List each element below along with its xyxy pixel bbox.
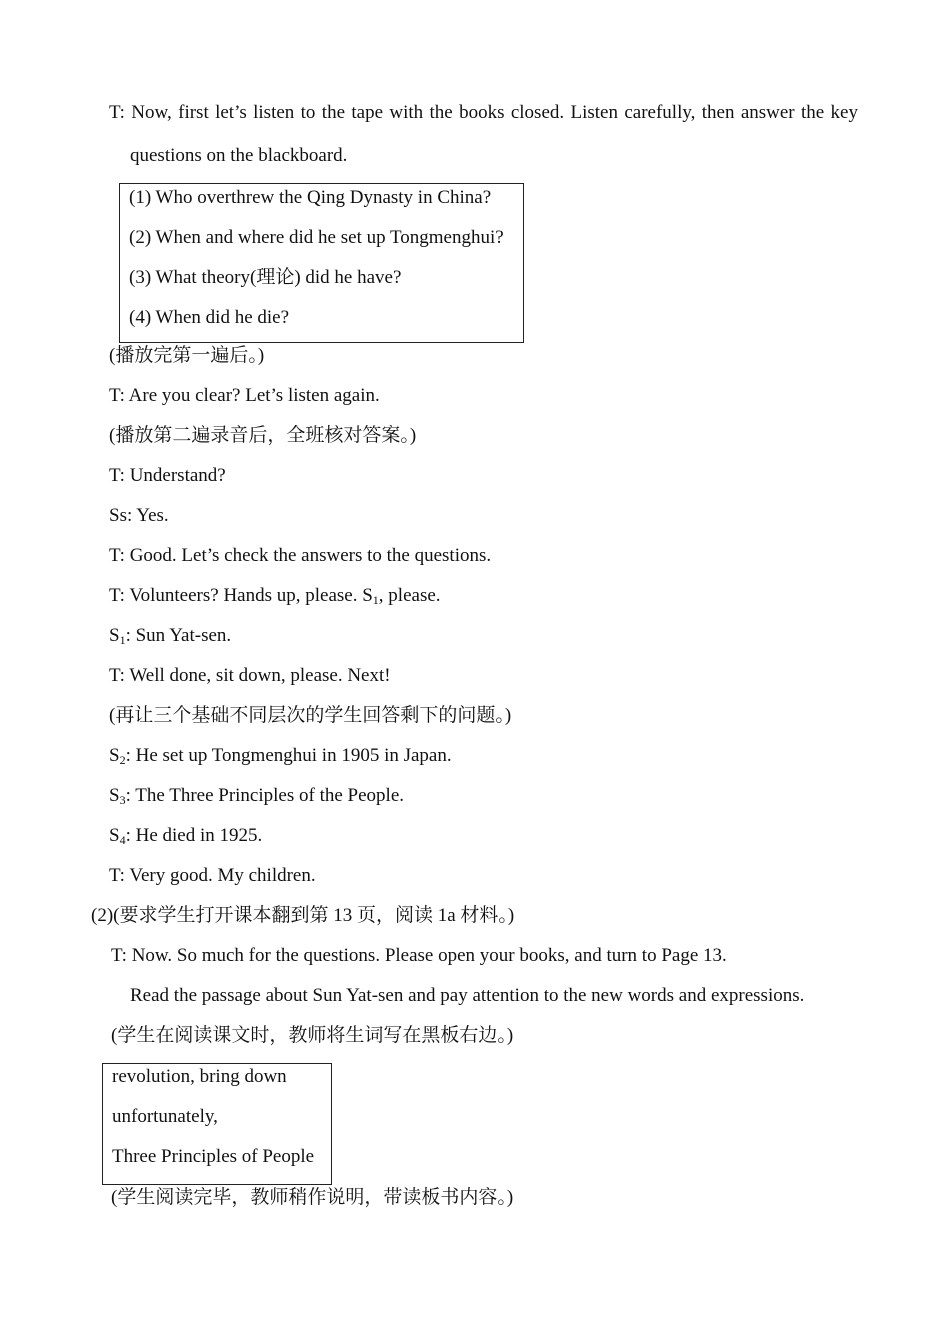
teacher-line-volunteers	[109, 584, 441, 608]
speaker-label: S	[109, 825, 120, 846]
teacher-line-read-passage: Read the passage about Sun Yat-sen and pay attention to the new words and expressions.	[130, 985, 805, 1006]
question-3: (3) What theory(理论) did he have?	[129, 267, 402, 288]
volunteers-text: T: Volunteers? Hands up, please. S	[109, 585, 373, 606]
teacher-line-understand: T: Understand?	[109, 465, 226, 486]
intro-line-2: questions on the blackboard.	[130, 145, 348, 166]
note-after-reading: (学生阅读完毕，教师稍作说明，带读板书内容。)	[111, 1187, 514, 1208]
answer-text: : He died in 1925.	[125, 825, 263, 846]
student-2-line	[109, 744, 452, 768]
teacher-line-well-done: T: Well done, sit down, please. Next!	[109, 665, 391, 686]
note-first-play: (播放完第一遍后。)	[109, 345, 265, 366]
vocab-word-3: Three Principles of People	[112, 1146, 315, 1167]
question-4: (4) When did he die?	[129, 307, 290, 328]
note-second-play: (播放第二遍录音后，全班核对答案。)	[109, 425, 417, 446]
student-4-line	[109, 824, 262, 848]
speaker-label: S	[109, 745, 120, 766]
subscript: 2	[119, 753, 126, 767]
teacher-line-check: T: Good. Let’s check the answers to the questions.	[109, 545, 492, 566]
question-2: (2) When and where did he set up Tongmenghui?	[129, 227, 504, 248]
answer-text: : He set up Tongmenghui in 1905 in Japan.	[125, 745, 452, 766]
students-line-yes: Ss: Yes.	[109, 505, 169, 526]
intro-line-1: T: Now, first let’s listen to the tape with the books closed. Listen carefully, then answer the key	[109, 102, 858, 123]
teacher-line-open-books: T: Now. So much for the questions. Please open your books, and turn to Page 13.	[111, 945, 727, 966]
answer-text: : The Three Principles of the People.	[125, 785, 405, 806]
subscript: 4	[119, 833, 126, 847]
subscript: 1	[119, 633, 126, 647]
subscript: 1	[372, 593, 379, 607]
student-1-line	[109, 624, 231, 648]
vocabulary-box	[102, 1063, 332, 1185]
student-3-line	[109, 784, 404, 808]
note-writing-vocab: (学生在阅读课文时，教师将生词写在黑板右边。)	[111, 1025, 514, 1046]
question-1: (1) Who overthrew the Qing Dynasty in China?	[129, 187, 492, 208]
teacher-line-very-good: T: Very good. My children.	[109, 865, 316, 886]
speaker-label: S	[109, 785, 120, 806]
subscript: 3	[119, 793, 126, 807]
teacher-line-clear: T: Are you clear? Let’s listen again.	[109, 385, 380, 406]
vocab-word-1: revolution, bring down	[112, 1066, 287, 1087]
volunteers-text-end: , please.	[378, 585, 441, 606]
note-three-students: (再让三个基础不同层次的学生回答剩下的问题。)	[109, 705, 512, 726]
section-2-heading: (2)(要求学生打开课本翻到第 13 页，阅读 1a 材料。)	[91, 905, 515, 926]
vocab-word-2: unfortunately,	[112, 1106, 218, 1127]
answer-text: : Sun Yat-sen.	[125, 625, 232, 646]
speaker-label: S	[109, 625, 120, 646]
questions-box	[119, 183, 524, 343]
